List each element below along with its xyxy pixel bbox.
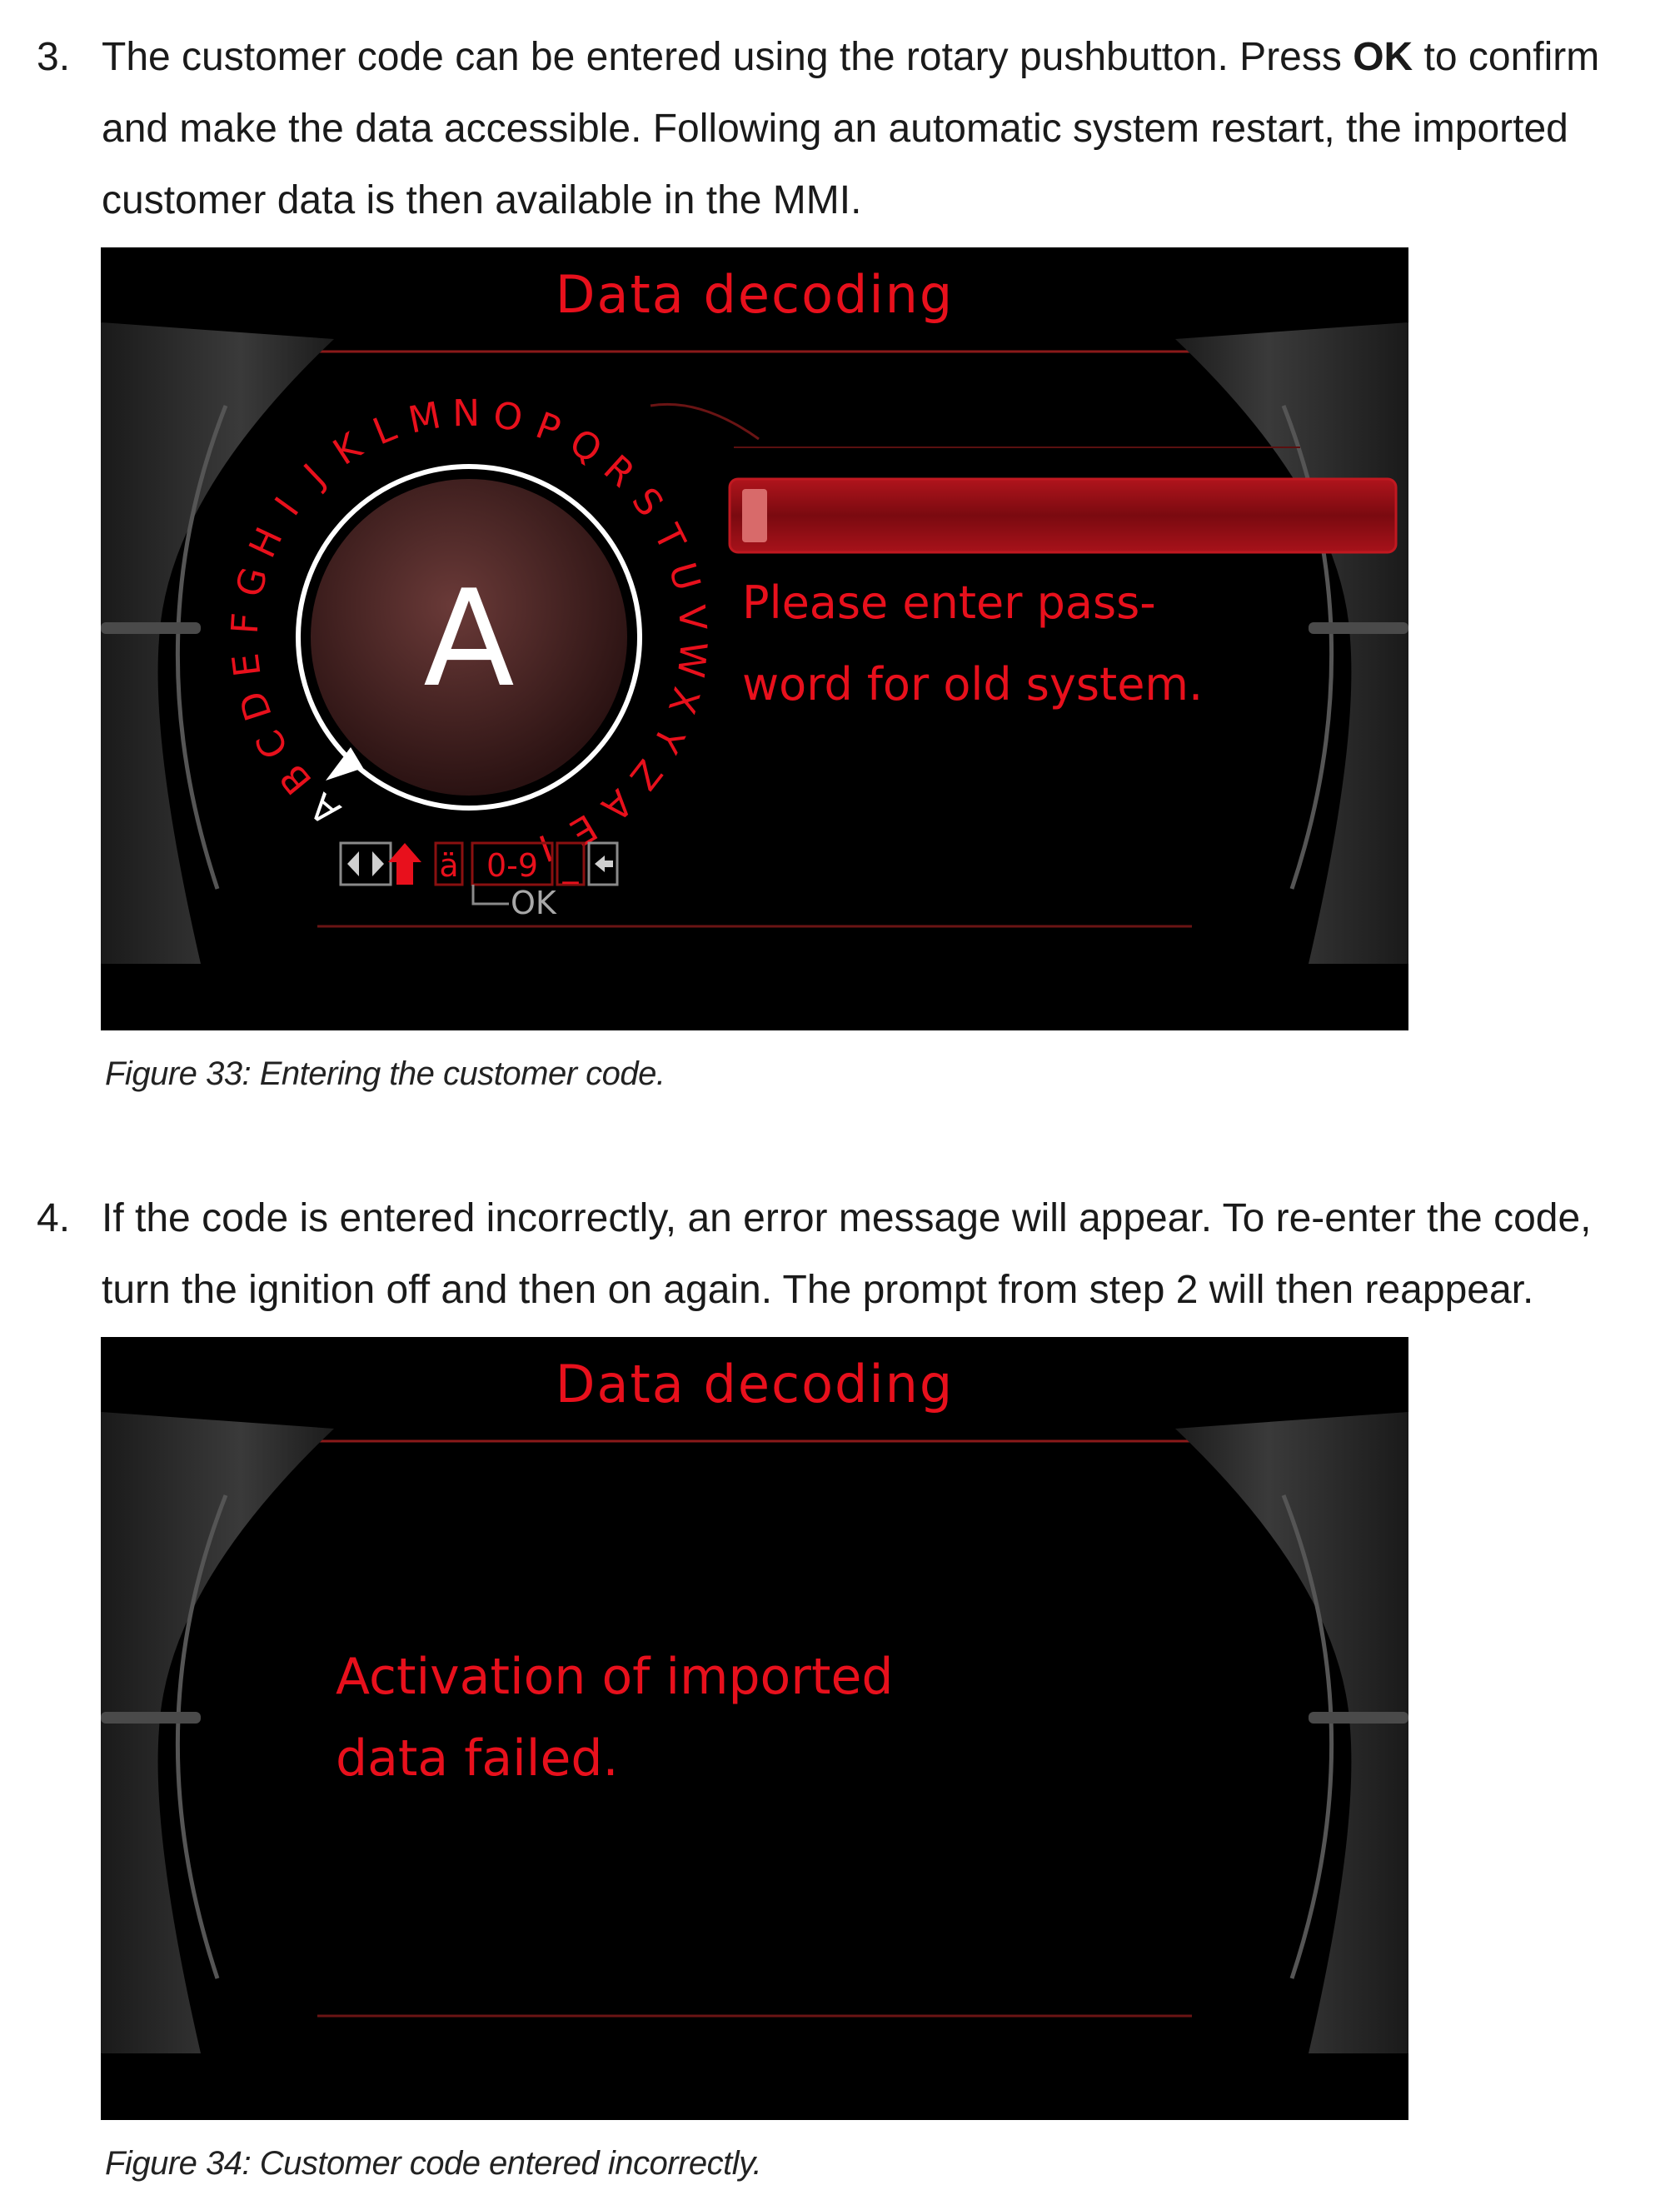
- speller-letter[interactable]: H: [241, 521, 292, 565]
- speller-letter[interactable]: L: [366, 407, 402, 454]
- speller-letter[interactable]: J: [296, 456, 334, 495]
- screen-title: Data decoding: [555, 264, 955, 325]
- prompt-line-1: Please enter pass-: [742, 576, 1156, 629]
- speller-letter[interactable]: E: [224, 651, 270, 680]
- speller-letter[interactable]: S: [623, 480, 671, 525]
- speller-letter[interactable]: A: [593, 781, 641, 830]
- prompt-line-2: word for old system.: [742, 658, 1204, 711]
- speller-letter[interactable]: N: [451, 392, 481, 436]
- backspace-icon: [595, 856, 605, 872]
- error-message-line-1: Activation of imported: [336, 1648, 894, 1706]
- speller-letter[interactable]: D: [231, 686, 281, 726]
- digits-mode-label: 0-9: [486, 847, 539, 884]
- figure-34-screen: [101, 1337, 1408, 2120]
- screen-title: Data decoding: [555, 1354, 955, 1414]
- arrow-right-icon: [372, 851, 384, 876]
- speller-letter[interactable]: X: [659, 682, 708, 719]
- speller-letter[interactable]: A: [302, 784, 349, 833]
- step-text: [102, 22, 1668, 237]
- speller-letter[interactable]: C: [247, 722, 297, 766]
- ok-emphasis: OK: [1353, 35, 1413, 79]
- input-cursor: [742, 489, 767, 542]
- speller-letter[interactable]: I: [532, 826, 558, 870]
- step-text-after: to confirm and make the data accessible. Following an automatic system restart, the imported customer data is then available in the MMI.: [102, 35, 1600, 222]
- speller-letter[interactable]: T: [645, 518, 694, 557]
- speller-letter[interactable]: K: [326, 425, 370, 474]
- step-number: 4.: [37, 1196, 71, 1240]
- speller-letter[interactable]: M: [405, 394, 445, 442]
- speller-letter[interactable]: G: [227, 562, 277, 601]
- figure-34-caption: Figure 34: Customer code entered incorrectly.: [105, 2145, 762, 2182]
- speller-letter[interactable]: U: [660, 557, 709, 596]
- speller-letter[interactable]: Q: [561, 421, 610, 472]
- speller-letter[interactable]: P: [530, 404, 566, 452]
- space-label: _: [562, 847, 579, 884]
- shift-up-icon[interactable]: [388, 843, 421, 885]
- speller-letter[interactable]: I: [267, 490, 308, 524]
- speller-letter[interactable]: O: [490, 393, 526, 441]
- step-number: 3.: [37, 35, 71, 79]
- arrow-left-icon: [347, 851, 359, 876]
- speller-letter[interactable]: W: [668, 639, 715, 680]
- figure-33-caption: Figure 33: Entering the customer code.: [105, 1055, 666, 1092]
- step-text: If the code is entered incorrectly, an error message will appear. To re-enter the code, turn the ignition off and then on again. The prompt from step 2 will then reappear.: [102, 1196, 1592, 1312]
- input-mode-bar: [341, 843, 617, 921]
- left-bezel: [101, 1412, 334, 2053]
- speller-letter[interactable]: Z: [621, 751, 671, 798]
- speller-letter[interactable]: B: [271, 756, 321, 802]
- ok-label[interactable]: OK: [511, 885, 556, 921]
- error-message-line-2: data failed.: [336, 1729, 619, 1788]
- speller-letter[interactable]: V: [669, 603, 715, 632]
- step-text-before: The customer code can be entered using the rotary pushbutton. Press: [102, 35, 1353, 79]
- selected-letter: A: [423, 561, 515, 716]
- right-bezel: [1175, 1412, 1408, 2053]
- speller-letter[interactable]: R: [595, 446, 643, 496]
- speller-letter[interactable]: Y: [644, 719, 692, 760]
- figure-33-screen: [101, 247, 1408, 1030]
- lowercase-mode-label: ä: [439, 847, 459, 884]
- speller-letter[interactable]: E: [562, 805, 605, 854]
- right-bezel: [1175, 322, 1408, 964]
- speller-letter[interactable]: F: [223, 611, 268, 636]
- password-input-bar[interactable]: [730, 479, 1396, 552]
